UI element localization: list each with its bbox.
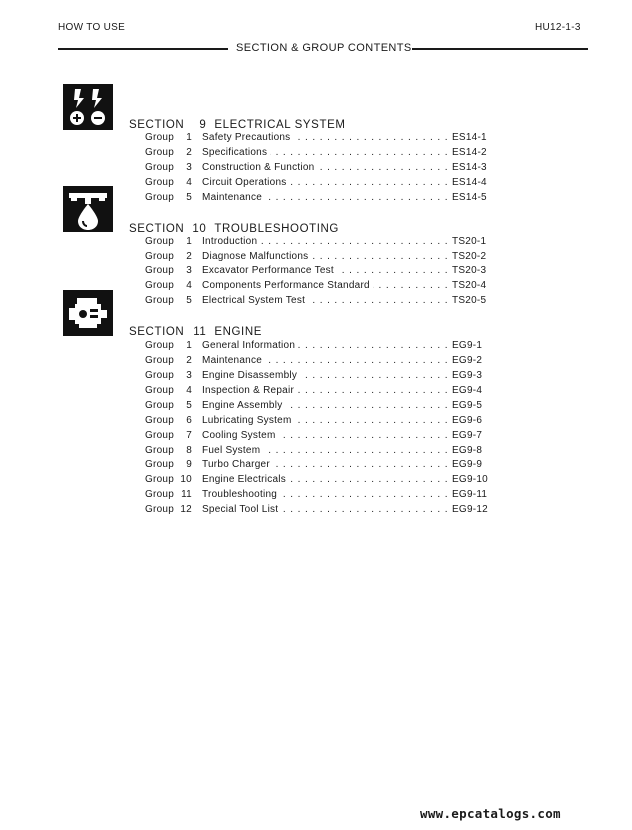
page-ref: EG9-4 <box>452 385 483 396</box>
group-number: 2 <box>186 147 192 158</box>
group-label: Group <box>145 265 175 276</box>
toc-row[interactable] <box>0 132 632 147</box>
toc-row[interactable] <box>0 236 632 251</box>
group-name: General Information . . . <box>202 340 448 351</box>
page-ref: EG9-11 <box>452 489 488 500</box>
page-ref: ES14-2 <box>452 147 487 158</box>
page-ref: TS20-5 <box>452 295 487 306</box>
group-number: 4 <box>186 280 192 291</box>
toc-row[interactable] <box>0 445 632 460</box>
section-name: ELECTRICAL SYSTEM <box>214 119 346 131</box>
group-number: 1 <box>186 236 192 247</box>
group-number: 7 <box>186 430 192 441</box>
group-name: Special Tool List . . . <box>202 504 448 515</box>
page-ref: EG9-3 <box>452 370 483 381</box>
toc-row[interactable] <box>0 251 632 266</box>
group-label: Group <box>145 489 175 500</box>
group-number: 3 <box>186 162 192 173</box>
page-ref: ES14-5 <box>452 192 487 203</box>
page-id: HU12-1-3 <box>535 22 581 33</box>
group-number: 1 <box>186 132 192 143</box>
section-name: ENGINE <box>214 326 263 338</box>
group-number: 2 <box>186 355 192 366</box>
toc-row[interactable] <box>0 192 632 207</box>
page-ref: TS20-2 <box>452 251 487 262</box>
toc-row[interactable] <box>0 147 632 162</box>
group-label: Group <box>145 280 175 291</box>
page-ref: ES14-1 <box>452 132 487 143</box>
page-ref: EG9-10 <box>452 474 488 485</box>
group-label: Group <box>145 162 175 173</box>
group-name: Turbo Charger . . . <box>202 459 448 470</box>
group-label: Group <box>145 177 175 188</box>
group-label: Group <box>145 445 175 456</box>
toc-row[interactable] <box>0 415 632 430</box>
group-name: Engine Electricals . . . <box>202 474 448 485</box>
group-number: 5 <box>186 295 192 306</box>
page-ref: EG9-8 <box>452 445 483 456</box>
toc-row[interactable] <box>0 265 632 280</box>
toc-row[interactable] <box>0 474 632 489</box>
group-number: 11 <box>181 489 192 500</box>
electrical-plus-minus-icon <box>63 84 113 130</box>
group-name: Circuit Operations . . . <box>202 177 448 188</box>
group-number: 3 <box>186 265 192 276</box>
toc-row[interactable] <box>0 489 632 504</box>
group-label: Group <box>145 370 175 381</box>
toc-row[interactable] <box>0 370 632 385</box>
page-ref: ES14-4 <box>452 177 487 188</box>
group-label: Group <box>145 192 175 203</box>
group-label: Group <box>145 132 175 143</box>
group-number: 4 <box>186 385 192 396</box>
group-name: Diagnose Malfunctions . . . <box>202 251 448 262</box>
group-number: 2 <box>186 251 192 262</box>
group-name: Specifications . . . <box>202 147 448 158</box>
group-label: Group <box>145 430 175 441</box>
group-label: Group <box>145 340 175 351</box>
group-number: 5 <box>186 192 192 203</box>
group-number: 5 <box>186 400 192 411</box>
group-name: Safety Precautions . . . <box>202 132 448 143</box>
section-label: SECTION <box>129 326 185 338</box>
group-label: Group <box>145 474 175 485</box>
section-number: 10 <box>192 223 207 235</box>
page-ref: EG9-2 <box>452 355 483 366</box>
page-ref: TS20-4 <box>452 280 487 291</box>
group-name: Inspection & Repair . . . <box>202 385 448 396</box>
group-name: Engine Disassembly . . . <box>202 370 448 381</box>
toc-row[interactable] <box>0 340 632 355</box>
group-label: Group <box>145 236 175 247</box>
group-label: Group <box>145 295 175 306</box>
group-name: Construction & Function . . . <box>202 162 448 173</box>
group-label: Group <box>145 355 175 366</box>
group-label: Group <box>145 504 175 515</box>
page-ref: TS20-1 <box>452 236 487 247</box>
group-label: Group <box>145 385 175 396</box>
group-name: Introduction . . . <box>202 236 448 247</box>
section-heading <box>129 119 346 131</box>
page-ref: EG9-1 <box>452 340 483 351</box>
group-number: 6 <box>186 415 192 426</box>
group-number: 12 <box>180 504 192 515</box>
header-left-label: HOW TO USE <box>58 22 126 33</box>
title-rule-right <box>412 48 588 50</box>
toc-row[interactable] <box>0 430 632 445</box>
toc-row[interactable] <box>0 459 632 474</box>
toc-row[interactable] <box>0 385 632 400</box>
toc-row[interactable] <box>0 400 632 415</box>
group-label: Group <box>145 251 175 262</box>
page-ref: EG9-5 <box>452 400 483 411</box>
page-ref: EG9-9 <box>452 459 483 470</box>
group-name: Cooling System . . . <box>202 430 448 441</box>
page-ref: ES14-3 <box>452 162 487 173</box>
group-name: Electrical System Test . . . <box>202 295 448 306</box>
group-name: Lubricating System . . . <box>202 415 448 426</box>
section-heading <box>129 223 339 235</box>
toc-row[interactable] <box>0 162 632 177</box>
group-number: 4 <box>186 177 192 188</box>
group-name: Components Performance Standard . . . <box>202 280 448 291</box>
section-number: 9 <box>199 119 207 131</box>
toc-row[interactable] <box>0 280 632 295</box>
section-name: TROUBLESHOOTING <box>214 223 339 235</box>
group-number: 9 <box>186 459 192 470</box>
group-label: Group <box>145 459 175 470</box>
group-name: Troubleshooting . . . <box>202 489 448 500</box>
group-label: Group <box>145 415 175 426</box>
group-name: Engine Assembly . . . <box>202 400 448 411</box>
page-ref: EG9-12 <box>452 504 488 515</box>
footer-url[interactable]: www.epcatalogs.com <box>420 806 561 821</box>
page-ref: TS20-3 <box>452 265 487 276</box>
group-number: 8 <box>186 445 192 456</box>
page-title: SECTION & GROUP CONTENTS <box>236 42 412 54</box>
group-number: 1 <box>186 340 192 351</box>
group-name: Excavator Performance Test . . . <box>202 265 448 276</box>
toc-row[interactable] <box>0 295 632 310</box>
group-name: Fuel System . . . <box>202 445 448 456</box>
section-heading <box>129 326 262 338</box>
toc-row[interactable] <box>0 504 632 519</box>
group-number: 10 <box>180 474 192 485</box>
section-label: SECTION <box>129 223 185 235</box>
section-number: 11 <box>193 326 207 338</box>
group-name: Maintenance . . . <box>202 192 448 203</box>
page-ref: EG9-6 <box>452 415 483 426</box>
toc-row[interactable] <box>0 355 632 370</box>
group-label: Group <box>145 147 175 158</box>
title-rule-left <box>58 48 228 50</box>
group-label: Group <box>145 400 175 411</box>
section-label: SECTION <box>129 119 185 131</box>
toc-row[interactable] <box>0 177 632 192</box>
group-name: Maintenance . . . <box>202 355 448 366</box>
group-number: 3 <box>186 370 192 381</box>
page-ref: EG9-7 <box>452 430 483 441</box>
